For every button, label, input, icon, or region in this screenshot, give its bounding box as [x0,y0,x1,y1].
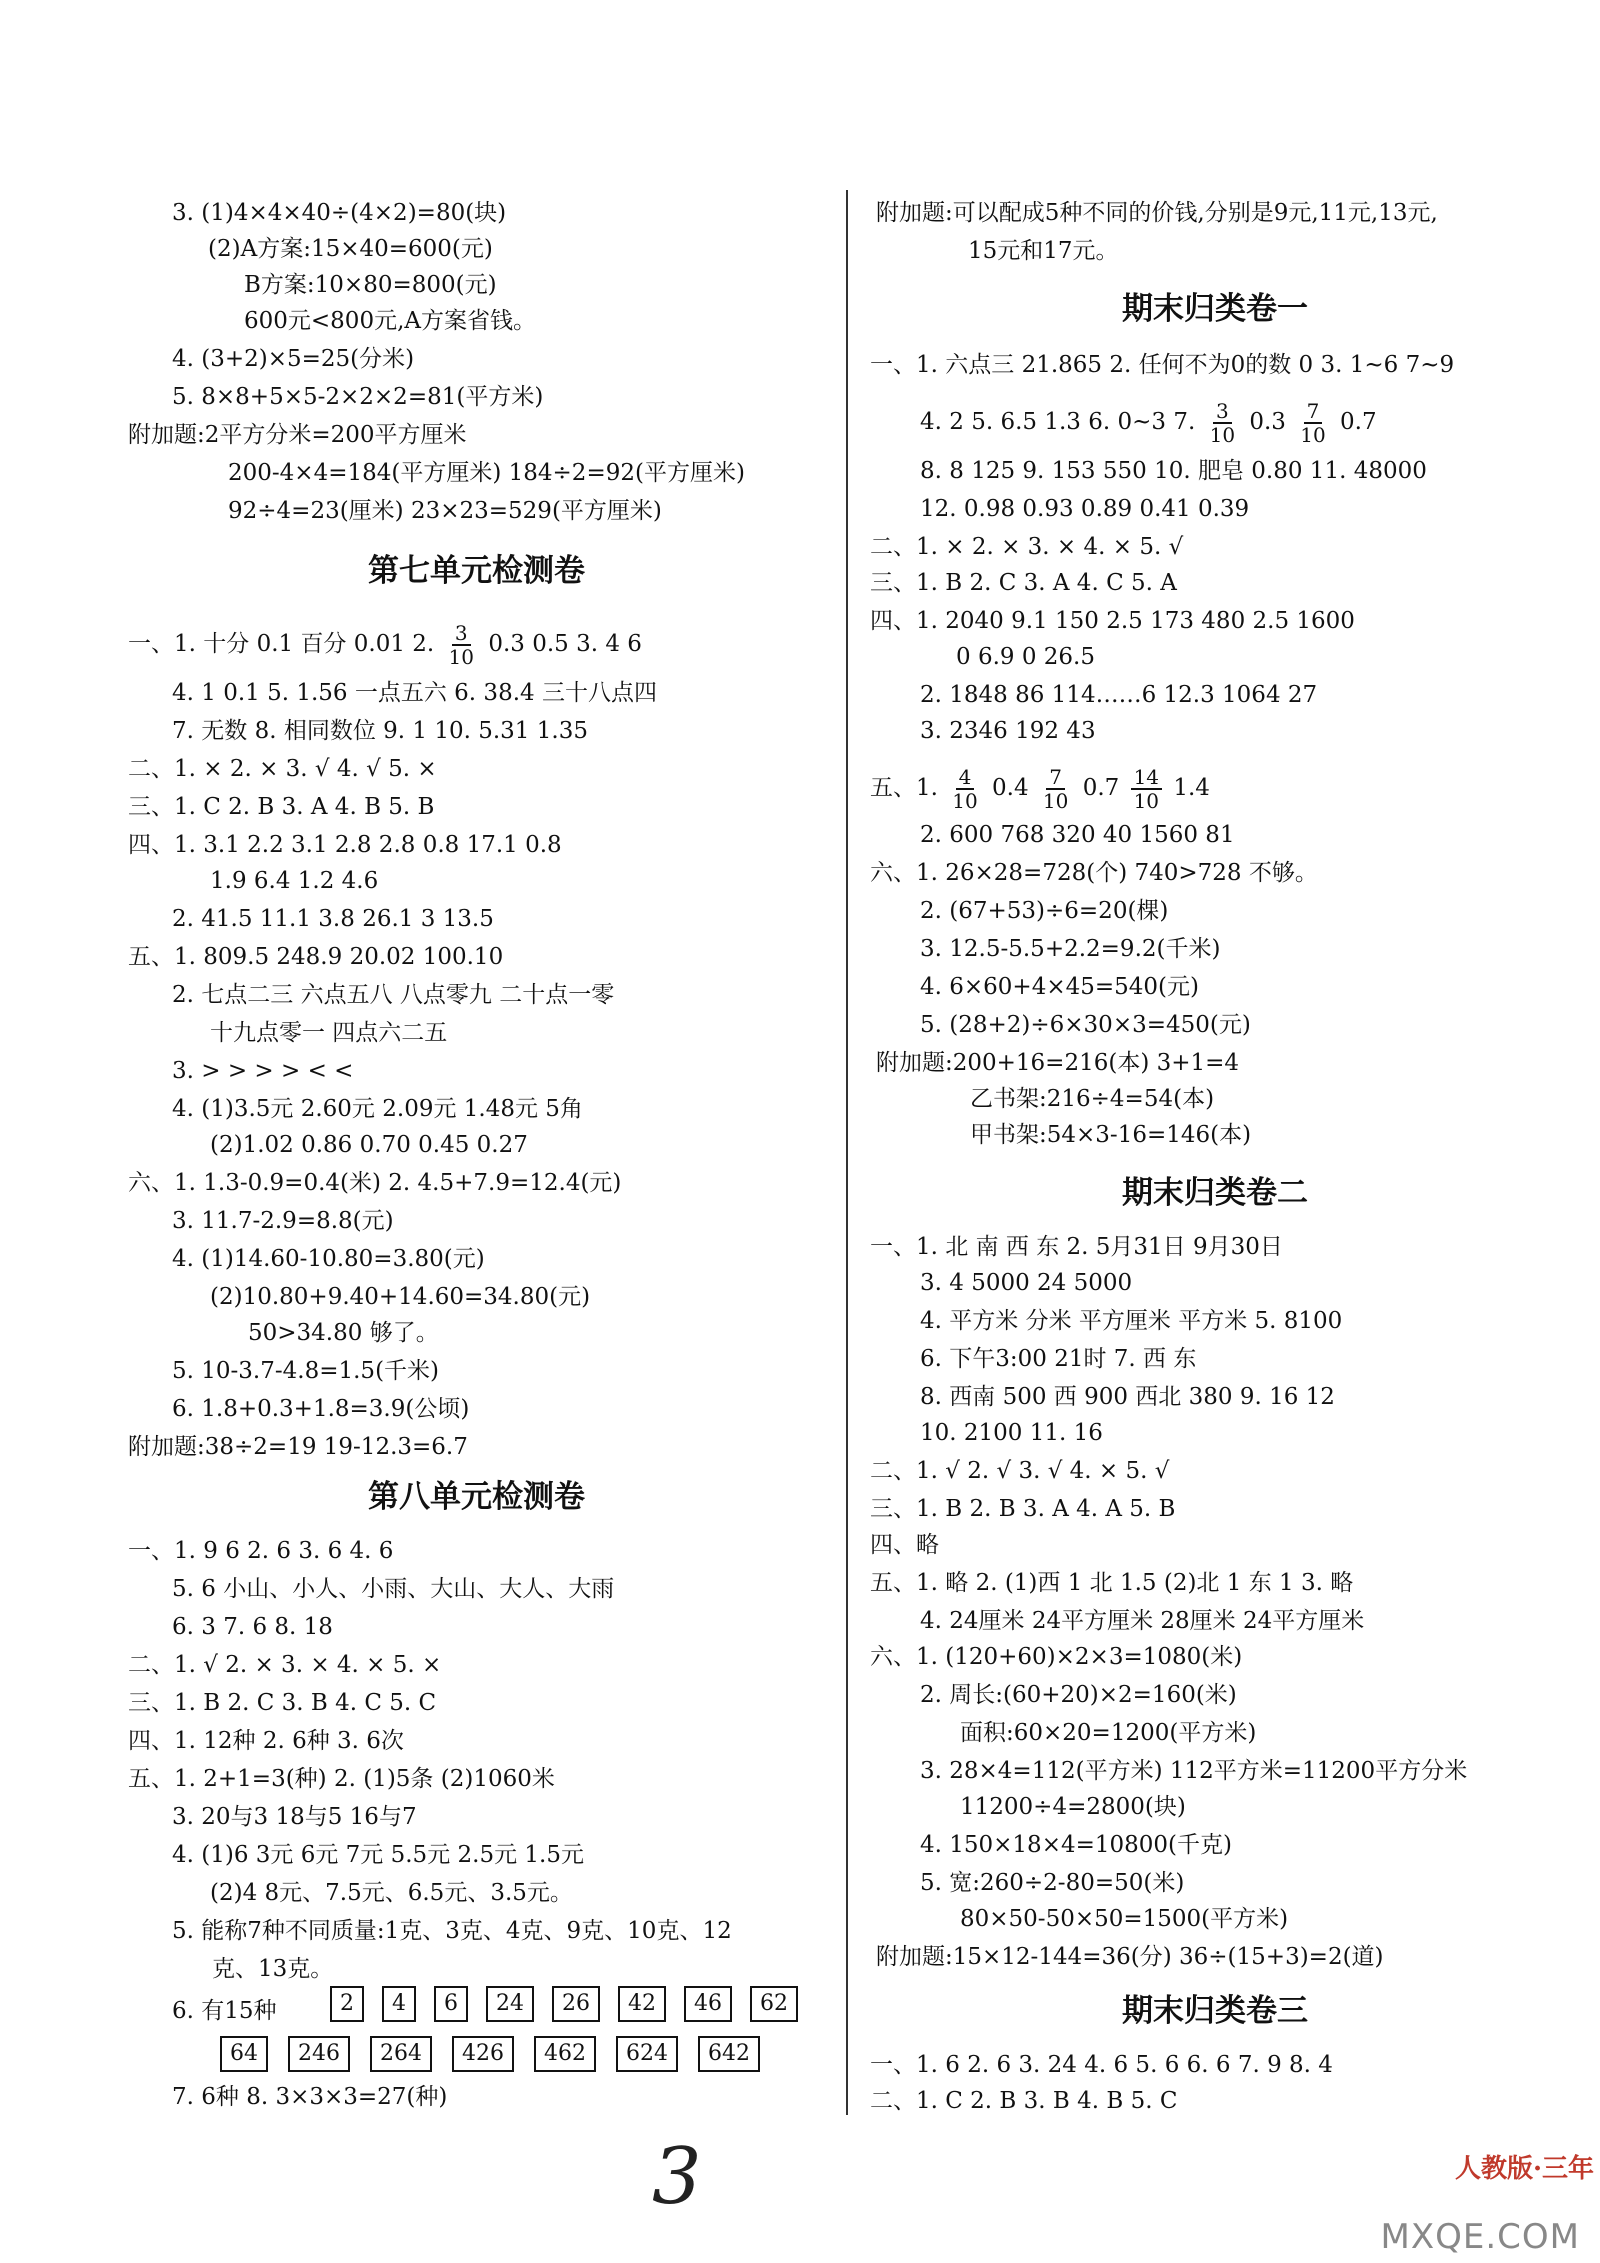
answer-line: 5. 6 小山、小人、小雨、大山、大人、大雨 [172,1576,615,1602]
answer-line: 2. 1848 86 114……6 12.3 1064 27 [920,682,1318,708]
answer-line [128,622,642,668]
answer-line: 六、1. 1.3-0.9=0.4(米) 2. 4.5+7.9=12.4(元) [128,1170,622,1196]
number-box: 42 [618,1986,666,2022]
answer-line [870,766,1210,812]
number-box: 264 [370,2036,432,2072]
fraction: $\frac{14}{10}$ [1131,766,1162,812]
answer-line: 80×50-50×50=1500(平方米) [960,1906,1289,1932]
fraction: $\frac{3}{10}$ [1209,399,1236,447]
answer-line: B方案:10×80=800(元) [244,272,497,298]
answer-line [920,400,1377,446]
answer-line: 一、1. 6 2. 6 3. 24 4. 6 5. 6 6. 6 7. 9 8. 4 [870,2052,1333,2078]
answer-line: 5. 能称7种不同质量:1克、3克、4克、9克、10克、12 [172,1918,732,1944]
column-divider [846,190,848,2115]
answer-line: 二、1. √ 2. × 3. × 4. × 5. × [128,1652,442,1678]
answer-line: 3. 20与3 18与5 16与7 [172,1804,417,1830]
answer-line: 11200÷4=2800(块) [960,1794,1186,1820]
answer-line: 二、1. × 2. × 3. × 4. × 5. √ [870,534,1184,560]
answer-line: 3. 11.7-2.9=8.8(元) [172,1208,394,1234]
fraction: $\frac{7}{10}$ [1300,399,1326,447]
answer-line: 3. (1)4×4×40÷(4×2)=80(块) [172,200,507,226]
answer-line: 一、1. 9 6 2. 6 3. 6 4. 6 [128,1538,394,1564]
answer-line: 三、1. C 2. B 3. A 4. B 5. B [128,794,435,820]
section-heading-final3: 期末归类卷三 [1122,1993,1308,2029]
answer-line: 四、略 [870,1532,939,1558]
answer-line: 7. 无数 8. 相同数位 9. 1 10. 5.31 1.35 [172,718,588,744]
answer-line: (2)4 8元、7.5元、6.5元、3.5元。 [210,1880,573,1906]
answer-line: 4. 平方米 分米 平方厘米 平方米 5. 8100 [920,1308,1343,1334]
answer-line: 4. 24厘米 24平方厘米 28厘米 24平方厘米 [920,1608,1365,1634]
answer-line: 6. 3 7. 6 8. 18 [172,1614,333,1640]
answer-line: 5. 10-3.7-4.8=1.5(千米) [172,1358,440,1384]
answer-line: 12. 0.98 0.93 0.89 0.41 0.39 [920,496,1250,522]
number-box: 462 [534,2036,596,2072]
answer-text: 1.4 [1173,775,1210,801]
answer-line: 4. (3+2)×5=25(分米) [172,346,415,372]
answer-line: 六、1. 26×28=728(个) 740>728 不够。 [870,860,1318,886]
answer-line: 附加题:15×12-144=36(分) 36÷(15+3)=2(道) [876,1944,1384,1970]
fraction: $\frac{7}{10}$ [1042,765,1069,813]
answer-line: 4. 150×18×4=10800(千克) [920,1832,1232,1858]
fraction: $\frac{3}{10}$ [448,621,474,669]
answer-line: 3. 2346 192 43 [920,718,1096,744]
answer-line: 2. (67+53)÷6=20(棵) [920,898,1169,924]
answer-line: 4. 6×60+4×45=540(元) [920,974,1199,1000]
number-box: 64 [220,2036,268,2072]
number-box: 62 [750,1986,798,2022]
answer-line: 甲书架:54×3-16=146(本) [970,1122,1252,1148]
answer-line: 3. > > > > < < [172,1058,354,1084]
edition-label: 人教版·三年 [1454,2154,1594,2184]
answer-text: 0.4 [992,775,1029,801]
answer-line: 二、1. √ 2. √ 3. √ 4. × 5. √ [870,1458,1170,1484]
answer-line: 五、1. 809.5 248.9 20.02 100.10 [128,944,504,970]
answer-line: 面积:60×20=1200(平方米) [960,1720,1257,1746]
answer-line: 3. 4 5000 24 5000 [920,1270,1133,1296]
fraction: $\frac{4}{10}$ [952,765,978,813]
answer-line: 4. (1)14.60-10.80=3.80(元) [172,1246,485,1272]
answer-line: (2)A方案:15×40=600(元) [208,236,493,262]
answer-line: 附加题:2平方分米=200平方厘米 [128,422,467,448]
answer-line: 6. 有15种 [172,1998,277,2024]
answer-text: 一、1. 十分 0.1 百分 0.01 2. [128,631,435,657]
answer-line: 四、1. 3.1 2.2 3.1 2.8 2.8 0.8 17.1 0.8 [128,832,562,858]
answer-line: 4. (1)6 3元 6元 7元 5.5元 2.5元 1.5元 [172,1842,584,1868]
answer-line: 7. 6种 8. 3×3×3=27(种) [172,2084,448,2110]
answer-line: 4. 1 0.1 5. 1.56 一点五六 6. 38.4 三十八点四 [172,680,657,706]
answer-line: 5. 宽:260÷2-80=50(米) [920,1870,1185,1896]
number-box: 6 [434,1986,468,2022]
answer-line: 10. 2100 11. 16 [920,1420,1103,1446]
answer-line: 200-4×4=184(平方厘米) 184÷2=92(平方厘米) [228,460,745,486]
section-heading-unit7: 第七单元检测卷 [368,553,585,589]
answer-line: 6. 下午3:00 21时 7. 西 东 [920,1346,1197,1372]
answer-line: 50>34.80 够了。 [248,1320,439,1346]
number-box: 46 [684,1986,732,2022]
answer-line: 5. (28+2)÷6×30×3=450(元) [920,1012,1251,1038]
section-heading-final2: 期末归类卷二 [1122,1175,1308,1211]
answer-line: 2. 周长:(60+20)×2=160(米) [920,1682,1237,1708]
answer-text: 0.7 [1340,409,1377,435]
answer-line: 5. 8×8+5×5-2×2×2=81(平方米) [172,384,544,410]
number-box: 426 [452,2036,514,2072]
number-box: 246 [288,2036,350,2072]
answer-text: 0.3 [1249,409,1286,435]
answer-line: 四、1. 2040 9.1 150 2.5 173 480 2.5 1600 [870,608,1355,634]
answer-line: 600元<800元,A方案省钱。 [244,308,536,334]
number-box: 642 [698,2036,760,2072]
answer-line: 二、1. C 2. B 3. B 4. B 5. C [870,2088,1178,2114]
answer-line: 五、1. 略 2. (1)西 1 北 1.5 (2)北 1 东 1 3. 略 [870,1570,1354,1596]
answer-line: 一、1. 北 南 西 东 2. 5月31日 9月30日 [870,1234,1283,1260]
answer-line: 克、13克。 [212,1956,334,1982]
answer-line: 三、1. B 2. B 3. A 4. A 5. B [870,1496,1176,1522]
answer-line: 乙书架:216÷4=54(本) [970,1086,1215,1112]
answer-line: (2)10.80+9.40+14.60=34.80(元) [210,1284,591,1310]
answer-text: 五、1. [870,775,938,801]
answer-line: 3. 12.5-5.5+2.2=9.2(千米) [920,936,1221,962]
answer-line: 一、1. 六点三 21.865 2. 任何不为0的数 0 3. 1~6 7~9 [870,352,1455,378]
number-box: 2 [330,1986,364,2022]
answer-line: 附加题:可以配成5种不同的价钱,分别是9元,11元,13元, [876,200,1438,226]
answer-line: (2)1.02 0.86 0.70 0.45 0.27 [210,1132,528,1158]
answer-line: 五、1. 2+1=3(种) 2. (1)5条 (2)1060米 [128,1766,555,1792]
answer-line: 8. 西南 500 西 900 西北 380 9. 16 12 [920,1384,1335,1410]
page-number: 3 [652,2132,702,2222]
number-box: 24 [486,1986,534,2022]
answer-line: 2. 41.5 11.1 3.8 26.1 3 13.5 [172,906,494,932]
answer-text: 4. 2 5. 6.5 1.3 6. 0~3 7. [920,409,1196,435]
section-heading-final1: 期末归类卷一 [1122,291,1308,327]
answer-line: 附加题:200+16=216(本) 3+1=4 [876,1050,1240,1076]
answer-line: 三、1. B 2. C 3. B 4. C 5. C [128,1690,437,1716]
number-box: 4 [382,1986,416,2022]
answer-line: 4. (1)3.5元 2.60元 2.09元 1.48元 5角 [172,1096,583,1122]
answer-line: 0 6.9 0 26.5 [956,644,1095,670]
answer-line: 六、1. (120+60)×2×3=1080(米) [870,1644,1243,1670]
answer-line: 92÷4=23(厘米) 23×23=529(平方厘米) [228,498,662,524]
answer-line: 十九点零一 四点六二五 [210,1020,448,1046]
answer-line: 四、1. 12种 2. 6种 3. 6次 [128,1728,404,1754]
answer-line: 15元和17元。 [968,238,1119,264]
answer-line: 8. 8 125 9. 153 550 10. 肥皂 0.80 11. 48000 [920,458,1427,484]
answer-line: 2. 七点二三 六点五八 八点零九 二十点一零 [172,982,615,1008]
number-box: 624 [616,2036,678,2072]
number-box: 26 [552,1986,600,2022]
answer-line: 6. 1.8+0.3+1.8=3.9(公顷) [172,1396,470,1422]
answer-line: 二、1. × 2. × 3. √ 4. √ 5. × [128,756,437,782]
answer-text: 0.3 0.5 3. 4 6 [488,631,642,657]
answer-line: 2. 600 768 320 40 1560 81 [920,822,1235,848]
answer-line: 三、1. B 2. C 3. A 4. C 5. A [870,570,1177,596]
watermark: MXQE.COM [1380,2217,1580,2257]
answer-line: 附加题:38÷2=19 19-12.3=6.7 [128,1434,468,1460]
section-heading-unit8: 第八单元检测卷 [368,1479,585,1515]
answer-line: 3. 28×4=112(平方米) 112平方米=11200平方分米 [920,1758,1468,1784]
answer-line: 1.9 6.4 1.2 4.6 [210,868,379,894]
answer-text: 0.7 [1082,775,1120,801]
